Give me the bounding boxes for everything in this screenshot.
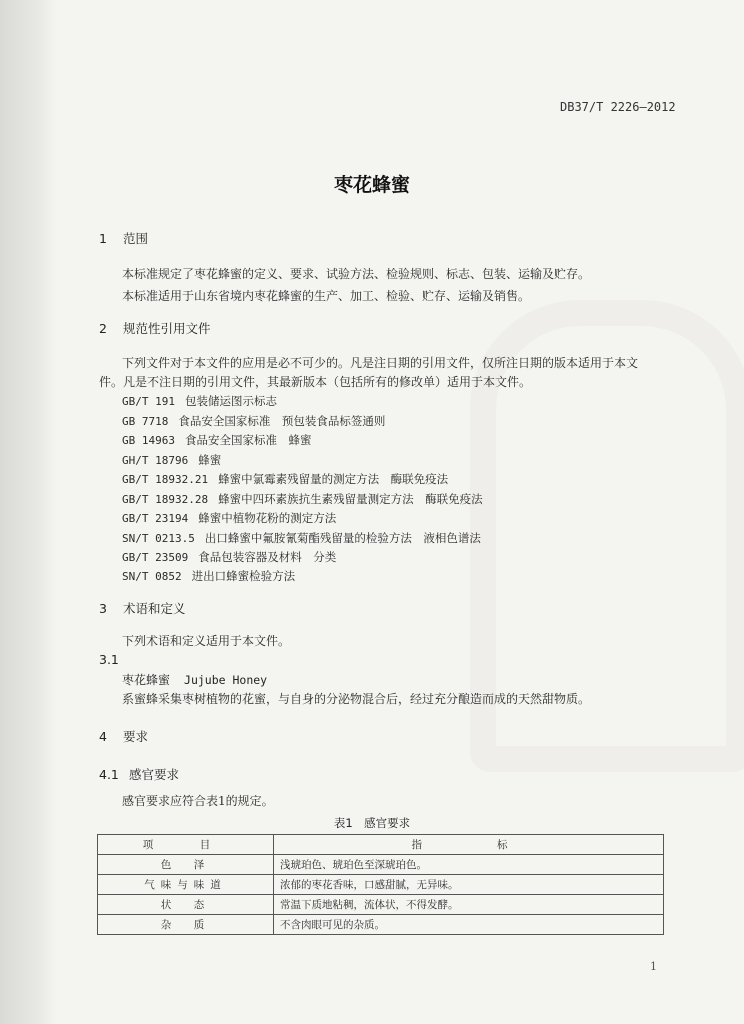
- normative-intro-line-1: 下列文件对于本文件的应用是必不可少的。凡是注日期的引用文件，仅所注日期的版本适用于本文: [122, 356, 639, 370]
- term-chinese: 枣花蜂蜜: [122, 673, 171, 687]
- section-number: 3: [99, 601, 107, 616]
- table-cell-value: 浅琥珀色、琥珀色至深琥珀色。: [274, 855, 664, 875]
- scope-paragraph-1: 本标准规定了枣花蜂蜜的定义、要求、试验方法、检验规则、标志、包装、运输及贮存。: [122, 267, 591, 281]
- section-number: 4: [99, 729, 107, 744]
- sensory-requirements-table: [97, 834, 664, 935]
- reference-title: 蜂蜜: [198, 453, 222, 467]
- table-header-item: 项 目: [98, 835, 274, 855]
- reference-title: 蜂蜜中氯霉素残留量的测定方法 酶联免疫法: [218, 472, 449, 486]
- term-entry: [122, 671, 267, 688]
- reference-item: [122, 471, 448, 487]
- subsection-title: 感官要求: [128, 767, 179, 782]
- reference-code: SN/T 0852: [122, 570, 182, 583]
- requirements-intro: 感官要求应符合表1的规定。: [122, 794, 274, 808]
- reference-item: [122, 432, 311, 448]
- reference-item: [122, 568, 295, 584]
- reference-title: 包装储运图示标志: [184, 394, 277, 408]
- reference-code: GB 14963: [122, 434, 175, 447]
- section-1-heading: [99, 229, 148, 247]
- reference-title: 食品包装容器及材料 分类: [198, 550, 337, 564]
- reference-code: GB/T 191: [122, 395, 175, 408]
- table-row: [98, 855, 664, 875]
- table-header-index: 指 标: [274, 835, 664, 855]
- reference-code: GB 7718: [122, 415, 169, 428]
- section-2-heading: [99, 319, 211, 337]
- section-number: 1: [99, 231, 107, 246]
- section-number: 2: [99, 321, 107, 336]
- reference-item: [122, 413, 385, 429]
- table-cell-item: 状 态: [98, 895, 274, 915]
- reference-title: 蜂蜜中植物花粉的测定方法: [198, 511, 337, 525]
- subsection-number: 4.1: [99, 767, 119, 782]
- normative-intro-line-2: 件。凡是不注日期的引用文件，其最新版本（包括所有的修改单）适用于本文件。: [99, 375, 532, 389]
- reference-item: [122, 393, 277, 409]
- reference-title: 进出口蜂蜜检验方法: [191, 569, 296, 583]
- reference-code: GB/T 23194: [122, 512, 189, 525]
- page-number: 1: [650, 960, 657, 973]
- section-title: 范围: [122, 231, 148, 246]
- reference-code: GB/T 23509: [122, 551, 189, 564]
- reference-title: 蜂蜜中四环素族抗生素残留量测定方法 酶联免疫法: [218, 492, 483, 506]
- section-title: 术语和定义: [122, 601, 186, 616]
- reference-item: [122, 530, 481, 546]
- section-4-heading: [99, 727, 148, 745]
- reference-item: [122, 549, 336, 565]
- table-caption: 表1 感官要求: [333, 816, 411, 830]
- term-definition: 系蜜蜂采集枣树植物的花蜜，与自身的分泌物混合后，经过充分酿造而成的天然甜物质。: [122, 692, 591, 706]
- reference-code: GB/T 18932.21: [122, 473, 209, 486]
- table-header-row: [98, 835, 664, 855]
- table-row: [98, 895, 664, 915]
- document-code: DB37/T 2226—2012: [560, 100, 676, 114]
- document-title: 枣花蜂蜜: [333, 174, 410, 196]
- subsection-4-1-heading: [99, 765, 179, 783]
- reference-item: [122, 491, 483, 507]
- reference-item: [122, 510, 336, 526]
- table-row: [98, 875, 664, 895]
- reference-title: 食品安全国家标准 蜂蜜: [184, 433, 312, 447]
- reference-title: 食品安全国家标准 预包装食品标签通则: [178, 414, 386, 428]
- section-title: 要求: [122, 729, 148, 744]
- scope-paragraph-2: 本标准适用于山东省境内枣花蜂蜜的生产、加工、检验、贮存、运输及销售。: [122, 289, 531, 303]
- reference-code: GH/T 18796: [122, 454, 189, 467]
- table-cell-item: 气味与味道: [98, 875, 274, 895]
- term-english: Jujube Honey: [184, 673, 268, 687]
- table-row: [98, 915, 664, 935]
- terms-intro: 下列术语和定义适用于本文件。: [122, 634, 291, 648]
- section-title: 规范性引用文件: [122, 321, 211, 336]
- table-cell-item: 色 泽: [98, 855, 274, 875]
- reference-title: 出口蜂蜜中氟胺氰菊酯残留量的检验方法 液相色谱法: [204, 531, 481, 545]
- table-cell-value: 常温下质地粘稠，流体状，不得发酵。: [274, 895, 664, 915]
- reference-item: [122, 452, 221, 468]
- table-cell-value: 浓郁的枣花香味，口感甜腻，无异味。: [274, 875, 664, 895]
- reference-code: SN/T 0213.5: [122, 532, 195, 545]
- term-number: 3.1: [99, 652, 119, 667]
- table-cell-value: 不含肉眼可见的杂质。: [274, 915, 664, 935]
- table-cell-item: 杂 质: [98, 915, 274, 935]
- section-3-heading: [99, 599, 186, 617]
- reference-code: GB/T 18932.28: [122, 493, 209, 506]
